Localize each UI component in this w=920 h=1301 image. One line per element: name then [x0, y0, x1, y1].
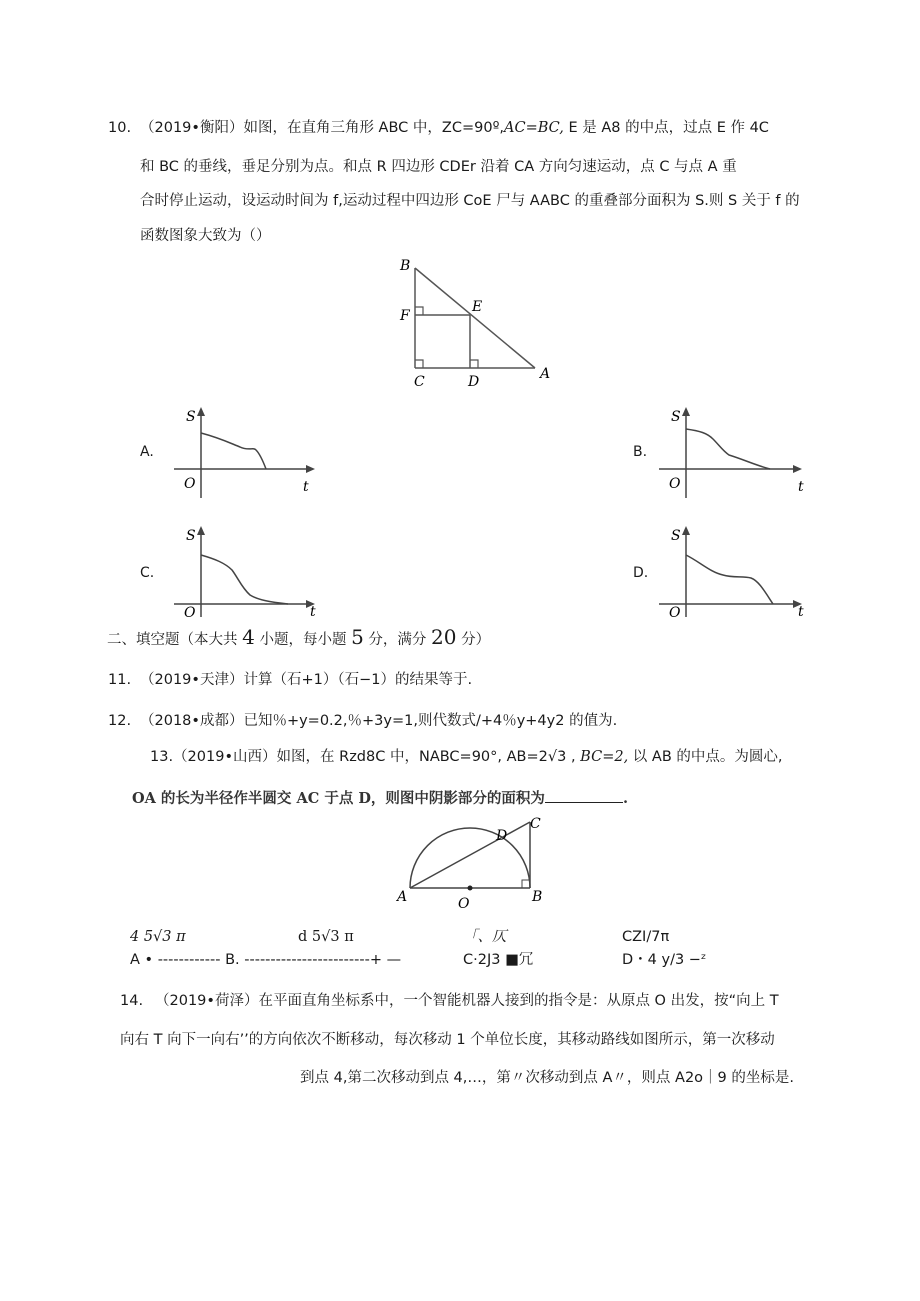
q13-option-d-bottom[interactable]: D・4 y/3 −ᶻ — [622, 952, 707, 968]
q11-number: 11. — [108, 672, 132, 688]
label-D: D — [468, 374, 480, 390]
q12-number: 12. — [108, 713, 132, 729]
q13-semicircle-figure — [392, 810, 552, 915]
q13-line2-end: . — [622, 790, 628, 807]
option-c-letter: C. — [140, 565, 155, 581]
q14-line3: 到点 4,第二次移动到点 4,…，第〃次移动到点 A〃，则点 A2o｜9 的坐标是. — [300, 1070, 794, 1086]
label-A: A — [540, 366, 551, 382]
option-d-curve — [686, 555, 773, 604]
q13-option-c-top: 「、仄 — [463, 929, 507, 945]
label-F: F — [400, 308, 410, 324]
q13-option-d-top: CZI/7π — [622, 929, 670, 945]
option-c-curve — [201, 555, 288, 604]
q13-option-a-top: 4 5√3 π — [130, 929, 186, 945]
q13-option-b-top: d 5√3 π — [298, 929, 354, 945]
section2-part1: 二、填空题（本大共 — [107, 632, 243, 648]
section2-heading — [107, 627, 490, 650]
q13-option-ab-bottom[interactable]: A • ------------ B. ------------------------+ — — [130, 952, 402, 968]
option-a-o: O — [184, 476, 196, 492]
option-d-letter: D. — [633, 565, 649, 581]
label-E: E — [472, 299, 483, 315]
option-a-letter: A. — [140, 444, 154, 460]
option-a-curve — [201, 433, 266, 469]
q14-line1: （2019•荷泽）在平面直角坐标系中，一个智能机器人接到的指令是：从原点 O 出发，按“向上 T — [155, 993, 779, 1009]
option-d-s: S — [671, 528, 681, 544]
q10-line2: 和 BC 的垂线，垂足分别为点。和点 R 四边形 CDEr 沿着 CA 方向匀速运动，点 C 与点 A 重 — [140, 159, 737, 175]
option-b-curve — [686, 429, 770, 469]
q13-answer-blank[interactable] — [545, 788, 623, 803]
option-a-t: t — [303, 479, 309, 495]
q10-line1-b: AC=BC, — [504, 120, 564, 136]
option-c-t: t — [310, 604, 316, 617]
q10-line1-c: E 是 A8 的中点，过点 E 作 4C — [563, 120, 769, 136]
q10-number: 10. — [108, 120, 132, 136]
option-d-o: O — [669, 605, 681, 617]
q13-label-O: O — [458, 896, 470, 912]
q14-line2: 向右 T 向下一向右’’的方向依次不断移动，每次移动 1 个单位长度，其移动路线如图所示，第一次移动 — [120, 1032, 775, 1048]
section2-n2: 5 — [351, 625, 364, 649]
q13-line1-b: BC=2, — [580, 749, 629, 765]
q13-line1-a: 13.（2019•山西）如图，在 Rzd8C 中，NABC=90°, AB=2√3 , — [150, 749, 581, 765]
q13-line1-c: 以 AB 的中点。为圆心, — [628, 749, 783, 765]
q10-line3: 合时停止运动，设运动时间为 f,运动过程中四边形 CoE 尸与 AABC 的重叠部分面积为 S.则 S 关于 f 的 — [140, 193, 800, 209]
label-B: B — [400, 258, 411, 274]
q13-label-B: B — [532, 889, 543, 905]
q13-label-C: C — [530, 816, 541, 832]
section2-part4: 分） — [456, 632, 491, 648]
option-b-graph[interactable] — [655, 403, 810, 498]
option-c-s: S — [186, 528, 196, 544]
q13-label-A: A — [397, 889, 408, 905]
section2-n1: 4 — [242, 625, 255, 649]
option-c-graph[interactable] — [170, 522, 325, 617]
q10-triangle-figure — [390, 250, 560, 395]
q10-line4: 函数图象大致为（） — [140, 228, 271, 244]
section2-n3: 20 — [431, 625, 457, 649]
option-a-s: S — [186, 409, 196, 425]
q13-line2-text: OA 的长为半径作半圆交 AC 于点 D，则图中阴影部分的面积为 — [132, 790, 545, 807]
option-b-t: t — [798, 479, 804, 495]
option-b-letter: B. — [633, 444, 648, 460]
q13-line1 — [150, 747, 783, 767]
option-c-o: O — [184, 605, 196, 617]
q13-line2 — [132, 788, 628, 809]
q10-line1 — [140, 118, 769, 138]
q14-number: 14. — [120, 993, 144, 1009]
q13-label-D: D — [496, 828, 508, 844]
q11-text: （2019•天津）计算（石+1）（石−1）的结果等于. — [140, 672, 473, 688]
q12-text: （2018•成都）已知％+y=0.2,％+3y=1,则代数式/+4％y+4y2 的值为. — [140, 713, 618, 729]
label-C: C — [414, 374, 425, 390]
q13-option-c-bottom[interactable]: C·2J3 ■冗 — [463, 952, 534, 968]
section2-part2: 小题，每小题 — [254, 632, 352, 648]
option-b-s: S — [671, 409, 681, 425]
option-a-graph[interactable] — [170, 403, 320, 498]
section2-part3: 分，满分 — [363, 632, 432, 648]
q10-line1-a: （2019•衡阳）如图，在直角三角形 ABC 中，ZC=90º, — [140, 120, 505, 136]
option-b-o: O — [669, 476, 681, 492]
option-d-t: t — [798, 604, 804, 617]
option-d-graph[interactable] — [655, 522, 810, 617]
